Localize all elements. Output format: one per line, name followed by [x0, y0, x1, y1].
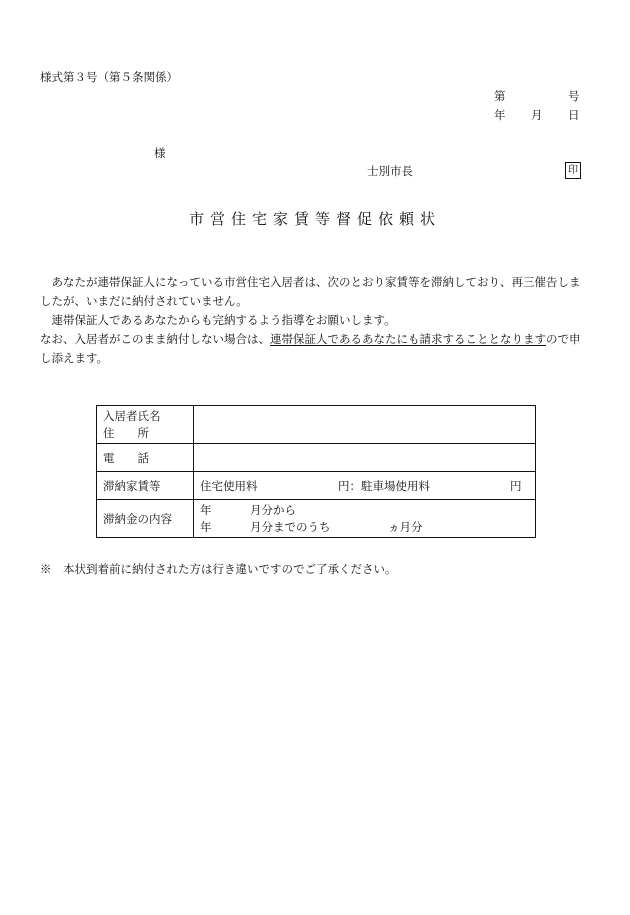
name-address-label-cell	[97, 406, 194, 444]
issuer-name: 士別市長	[367, 164, 413, 178]
arrears-table	[96, 405, 536, 538]
phone-label: 電 話	[97, 444, 194, 472]
name-address-value-cell	[194, 406, 536, 444]
period-from: 月分から	[250, 502, 296, 517]
date-year: 年	[494, 108, 506, 122]
body-text	[40, 273, 585, 368]
body-paragraph-3	[40, 330, 585, 368]
body-paragraph-3-underlined: 連帯保証人であるあなたにも請求することとなります	[270, 332, 546, 346]
period-to-line	[200, 519, 529, 536]
arrears-label: 滞納家賃等	[97, 472, 194, 500]
form-number: 様式第３号（第５条関係）	[40, 70, 178, 84]
period-year-1: 年	[200, 502, 212, 517]
table-row	[97, 406, 536, 444]
table-row	[97, 444, 536, 472]
content-value-cell	[194, 500, 536, 538]
body-paragraph-3-post: ので申し添えます。	[40, 332, 581, 365]
body-paragraph-2: 連帯保証人であるあなたからも完納するよう指導をお願いします。	[51, 313, 396, 327]
content-label: 滞納金の内容	[97, 500, 194, 538]
name-label: 入居者氏名	[103, 408, 161, 423]
phone-value-cell	[194, 444, 536, 472]
seal-box: 印	[565, 162, 581, 179]
housing-fee-label: 住宅使用料	[200, 478, 258, 493]
period-year-2: 年	[200, 519, 212, 534]
body-paragraph-1: あなたが連帯保証人になっている市営住宅入居者は、次のとおり家賃等を滞納しており、再三催告しましたが、いまだに納付されていません。	[40, 275, 581, 308]
table-row	[97, 472, 536, 500]
body-paragraph-3-pre: なお、入居者がこのまま納付しない場合は、	[40, 332, 270, 346]
document-number-suffix: 号	[568, 89, 580, 103]
date-day: 日	[568, 108, 580, 122]
yen-label: 円	[510, 478, 522, 493]
period-to: 月分までのうち	[250, 519, 331, 534]
date-month: 月	[531, 108, 543, 122]
document-number-prefix: 第	[494, 89, 506, 103]
parking-fee-label: 円：駐車場使用料	[338, 478, 430, 493]
footnote: ※ 本状到着前に納付された方は行き違いですのでご了承ください。	[40, 562, 397, 576]
arrears-value-cell	[194, 472, 536, 500]
address-label: 住 所	[103, 425, 149, 440]
recipient-honorific: 様	[154, 146, 166, 160]
document-title: 市営住宅家賃等督促依頼状	[188, 210, 441, 228]
months-label: ヵ月分	[388, 519, 423, 534]
period-from-line	[200, 502, 529, 519]
table-row	[97, 500, 536, 538]
